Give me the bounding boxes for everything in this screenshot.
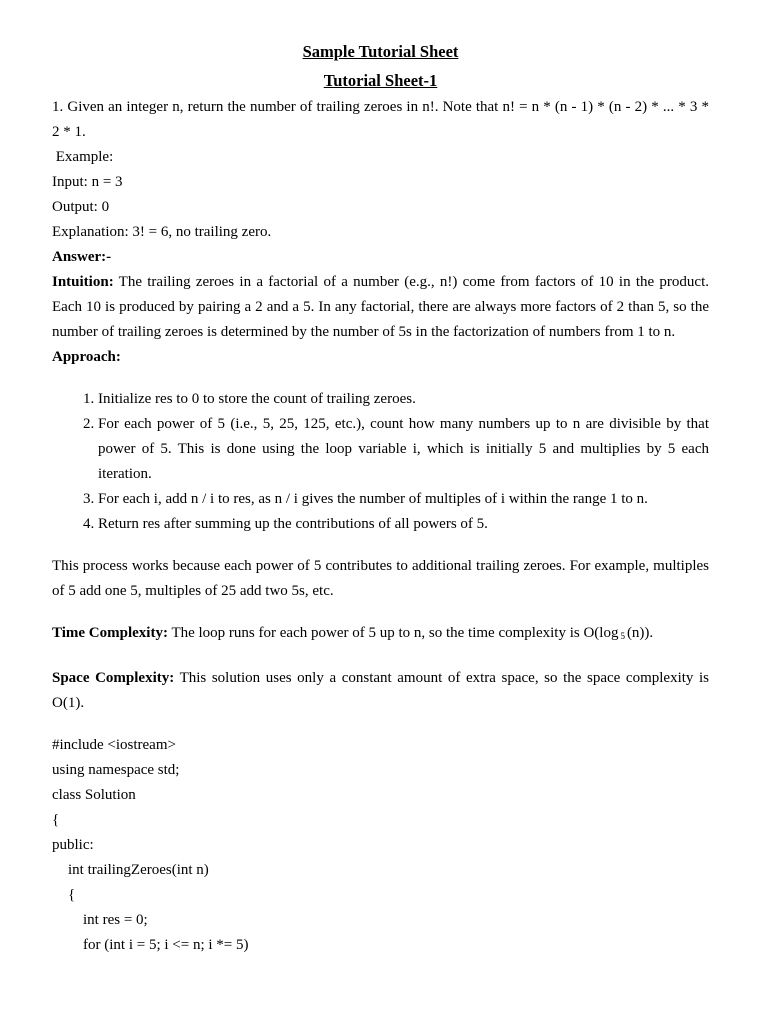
time-complexity-paragraph	[52, 621, 709, 649]
example-label: Example:	[52, 149, 114, 165]
question-text: 1. Given an integer n, return the number of trailing zeroes in n!. Note that n! = n * (n - 1) * (n - 2) * ... * 3 * 2 * 1.	[52, 99, 713, 140]
space-complexity-text: This solution uses only a constant amount of extra space, so the space complexity is O(1).	[52, 670, 713, 711]
approach-step: 1. Initialize res to 0 to store the count of trailing zeroes.	[98, 387, 709, 412]
code-line: int trailingZeroes(int n)	[68, 862, 209, 878]
code-line: {	[68, 887, 76, 903]
time-complexity-text-end: (n)).	[626, 625, 654, 641]
code-block	[52, 733, 709, 958]
example-input: Input: n = 3	[52, 174, 123, 190]
approach-step: 2. For each power of 5 (i.e., 5, 25, 125, etc.), count how many numbers up to n are divisible by that power of 5. This is done using the loop variable i, which is initially 5 and multiplies by 5 each iteration.	[98, 412, 709, 487]
code-line: #include <iostream>	[52, 737, 176, 753]
process-paragraph: This process works because each power of 5 contributes to additional trailing zeroes. For example, multiples of 5 add one 5, multiples of 25 add two 5s, etc.	[52, 558, 713, 599]
code-line: for (int i = 5; i <= n; i *= 5)	[83, 937, 249, 953]
intuition-paragraph	[52, 270, 713, 345]
log-base-subscript: 5	[620, 631, 625, 641]
approach-step: 3. For each i, add n / i to res, as n / i gives the number of multiples of i within the range 1 to n.	[98, 487, 709, 512]
document-body	[52, 37, 713, 958]
time-complexity-label: Time Complexity:	[52, 625, 168, 641]
approach-steps	[52, 387, 709, 537]
time-complexity-text: The loop runs for each power of 5 up to n, so the time complexity is O(log	[167, 625, 619, 641]
document-title: Sample Tutorial Sheet	[302, 42, 459, 61]
code-line: using namespace std;	[52, 762, 180, 778]
code-line: class Solution	[52, 787, 136, 803]
space-complexity-label: Space Complexity:	[52, 670, 175, 686]
space-complexity-paragraph	[52, 666, 713, 716]
code-line: {	[52, 812, 60, 828]
intuition-text: The trailing zeroes in a factorial of a number (e.g., n!) come from factors of 10 in the product. Each 10 is produced by pairing a 2 and a 5. In any factorial, there are always more factors of 2 than 5, so the number of trailing zeroes is determined by the number of 5s in the factorization of numbers from 1 to n.	[52, 274, 713, 340]
intuition-label: Intuition:	[52, 274, 114, 290]
approach-label: Approach:	[52, 349, 121, 365]
approach-step: 4. Return res after summing up the contributions of all powers of 5.	[98, 512, 709, 537]
example-output: Output: 0	[52, 199, 110, 215]
example-explanation: Explanation: 3! = 6, no trailing zero.	[52, 224, 272, 240]
code-line: int res = 0;	[83, 912, 148, 928]
answer-label: Answer:-	[52, 249, 112, 265]
document-subtitle: Tutorial Sheet-1	[323, 71, 438, 90]
code-line: public:	[52, 837, 94, 853]
